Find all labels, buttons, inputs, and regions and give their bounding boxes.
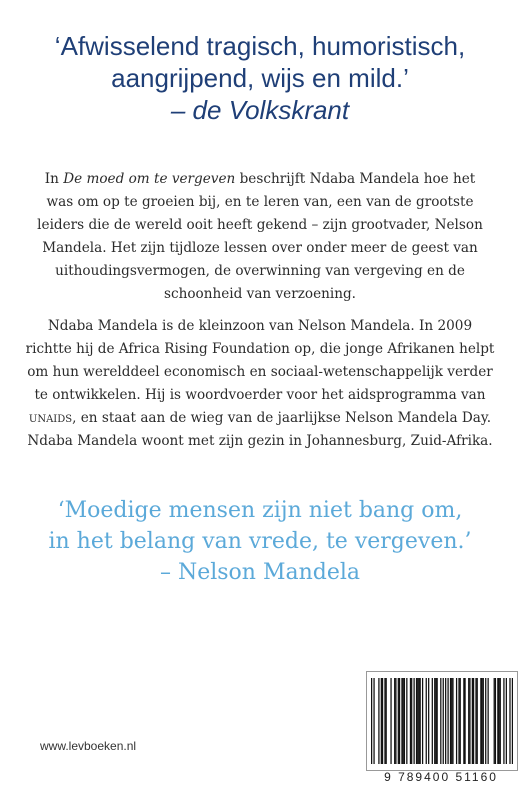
barcode-bar	[440, 678, 441, 764]
barcode-bar	[395, 678, 396, 764]
barcode-bar	[483, 678, 484, 764]
barcode-bar	[373, 678, 374, 764]
bottom-quote-line-2: in het belang van vrede, te vergeven.’	[48, 529, 472, 554]
paragraph-line: Mandela. Het zijn tijdloze lessen over onder meer de geest van	[42, 240, 478, 256]
barcode-bar	[422, 678, 423, 764]
barcode-bar	[460, 678, 461, 764]
barcode-bar	[447, 678, 448, 764]
barcode-bar	[452, 678, 453, 764]
barcode-bar	[468, 678, 469, 764]
bottom-quote-line-1: ‘Moedige mensen zijn niet bang om,	[57, 498, 463, 523]
paragraph-text: In	[44, 171, 64, 187]
barcode-bar	[450, 678, 451, 764]
barcode-bars	[371, 678, 513, 764]
barcode-bar	[418, 678, 419, 764]
barcode-bar	[390, 678, 391, 764]
paragraph-line: om hun werelddeel economisch en sociaal-wetenschappelijk verder	[27, 364, 493, 380]
isbn-number: 9 789400 51160	[384, 770, 498, 784]
barcode-bar	[413, 678, 414, 764]
barcode-bar	[443, 678, 444, 764]
paragraph-line: Ndaba Mandela woont met zijn gezin in Johannesburg, Zuid-Afrika.	[27, 433, 493, 449]
paragraph-line: richtte hij de Africa Rising Foundation op, die jonge Afrikanen helpt	[25, 341, 495, 357]
paragraph-line: leiders die de wereld ooit heeft gekend – zijn grootvader, Nelson	[37, 217, 483, 233]
barcode-bar	[382, 678, 383, 764]
barcode-bar	[464, 678, 465, 764]
barcode-bar	[435, 678, 436, 764]
barcode-bar	[404, 678, 405, 764]
paragraph-text: , en staat aan de wieg van de jaarlijkse Nelson Mandela Day.	[72, 410, 492, 426]
barcode-bar	[406, 678, 407, 764]
barcode-bar	[403, 678, 404, 764]
barcode-bar	[434, 678, 435, 764]
paragraph-line: te ontwikkelen. Hij is woordvoerder voor het aidsprogramma van	[34, 387, 486, 403]
barcode-bar	[417, 678, 418, 764]
barcode-bar	[477, 678, 478, 764]
barcode-bar	[451, 678, 452, 764]
barcode-bar	[485, 678, 486, 764]
paragraph-line: schoonheid van verzoening.	[164, 286, 356, 302]
barcode-bar	[411, 678, 412, 764]
barcode-bar	[506, 678, 507, 764]
barcode-bar	[495, 678, 496, 764]
barcode-bar	[498, 678, 499, 764]
barcode-bar	[472, 678, 473, 764]
barcode-bar	[488, 678, 489, 764]
paragraph-line	[0, 407, 520, 430]
top-quote-line-1: ‘Afwisselend tragisch, humoristisch,	[54, 31, 466, 61]
barcode-bar	[473, 678, 474, 764]
barcode-bar	[437, 678, 438, 764]
barcode-bar	[456, 678, 457, 764]
top-quote-line-2: aangrijpend, wijs en mild.’	[111, 63, 409, 93]
description-paragraph	[0, 168, 520, 306]
barcode-bar	[463, 678, 464, 764]
author-bio-paragraph	[0, 315, 520, 453]
barcode-bar	[494, 678, 495, 764]
barcode-bar	[420, 678, 421, 764]
barcode-bar	[426, 678, 427, 764]
barcode-bar	[371, 678, 372, 764]
barcode-bar	[398, 678, 399, 764]
barcode-bar	[394, 678, 395, 764]
barcode-bar	[386, 678, 387, 764]
barcode-bar	[410, 678, 411, 764]
barcode-bar	[458, 678, 459, 764]
paragraph-line: Ndaba Mandela is de kleinzoon van Nelson Mandela. In 2009	[47, 318, 473, 334]
barcode-bar	[445, 678, 446, 764]
barcode-bar	[401, 678, 402, 764]
barcode-bar	[381, 678, 382, 764]
barcode-bar	[512, 678, 513, 764]
barcode-bar	[497, 678, 498, 764]
paragraph-line	[0, 168, 520, 191]
top-quote	[0, 30, 520, 126]
barcode-bar	[432, 678, 433, 764]
barcode-bar	[399, 678, 400, 764]
barcode-bar	[384, 678, 385, 764]
barcode-bar	[416, 678, 417, 764]
barcode-bar	[503, 678, 504, 764]
barcode-bar	[480, 678, 481, 764]
unaids-smallcaps: unaids	[28, 410, 73, 426]
book-title: De moed om te vergeven	[63, 171, 236, 187]
barcode-bar	[469, 678, 470, 764]
top-quote-attribution: – de Volkskrant	[170, 95, 350, 125]
barcode-bar	[481, 678, 482, 764]
website-url: www.levboeken.nl	[40, 739, 137, 753]
barcode-bar	[475, 678, 476, 764]
barcode-bar	[500, 678, 501, 764]
paragraph-line: was om op te groeien bij, en te leren van, een van de grootste	[46, 194, 474, 210]
barcode-bar	[378, 678, 379, 764]
barcode-bar	[509, 678, 510, 764]
paragraph-line: uithoudingsvermogen, de overwinning van vergeving en de	[55, 263, 465, 279]
paragraph-text: beschrijft Ndaba Mandela hoe het	[235, 171, 476, 187]
barcode-bar	[428, 678, 429, 764]
barcode	[366, 671, 518, 771]
bottom-quote-attribution: – Nelson Mandela	[159, 560, 361, 585]
bottom-quote	[0, 495, 520, 588]
